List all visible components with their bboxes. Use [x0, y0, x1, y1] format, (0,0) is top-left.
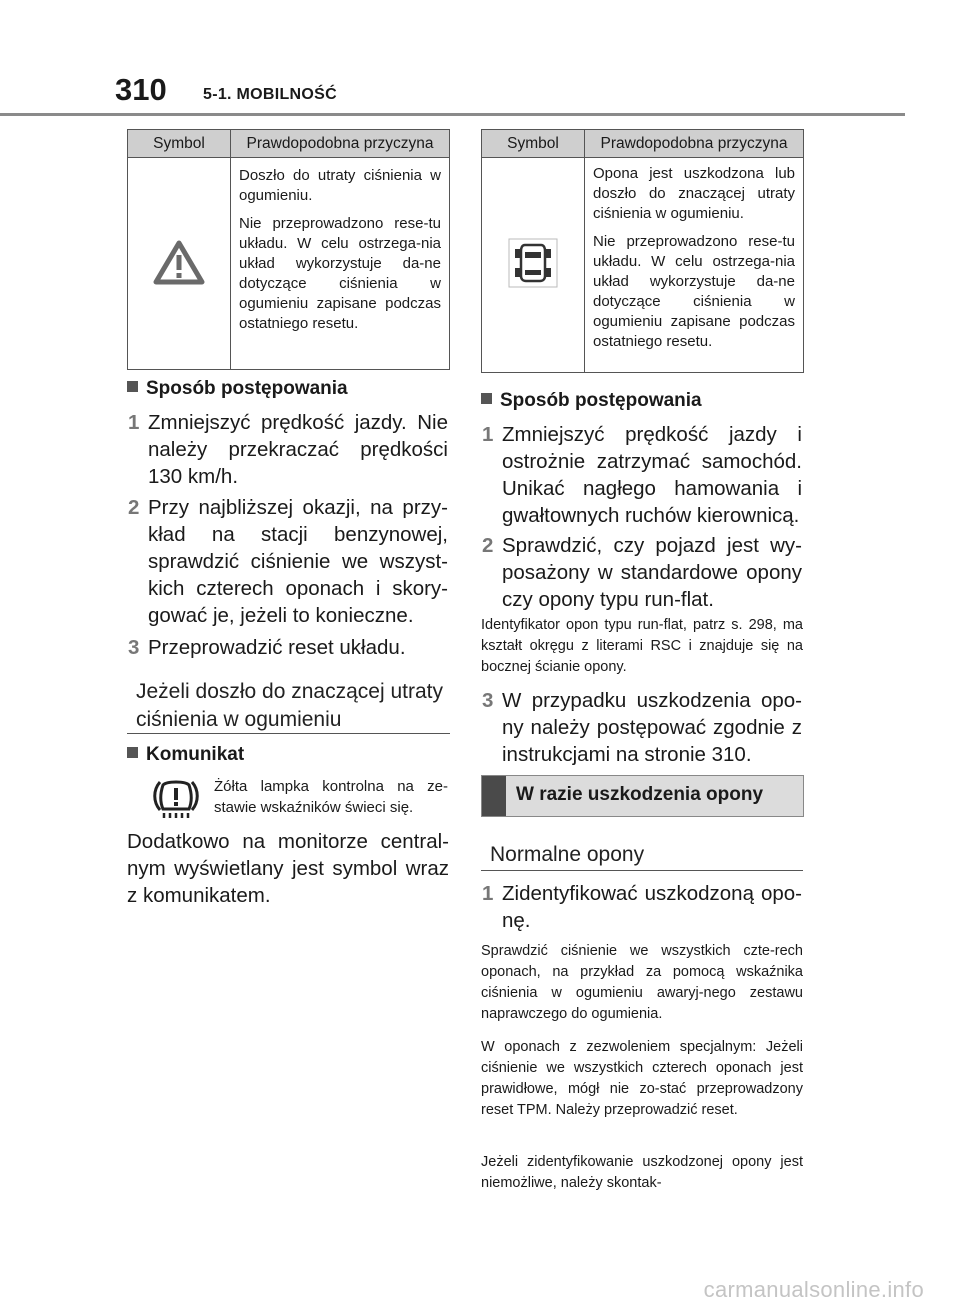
right-table-cause-cell: [585, 158, 804, 373]
left-table-cause-cell: [231, 158, 450, 370]
left-table-symbol-cell: [128, 158, 231, 370]
right-note-3: Jeżeli zidentyfikowanie uszkodzonej opony jest niemożliwe, należy skontak-: [481, 1154, 803, 1191]
right-symbol-table: [481, 129, 804, 373]
left-cause-paragraph-2: Nie przeprowadzono rese-tu układu. W celu ostrzega-nia układ wykorzystuje da-ne dotyczące ciśnienia w ogumieniu zapisane podczas ostatniego resetu.: [239, 215, 441, 332]
right-step-2: 2 Sprawdzić, czy pojazd jest wy-posażony w standardowe opony czy opony typu run-flat.: [482, 534, 802, 611]
left-table-header-cause: Prawdopodobna przyczyna: [231, 130, 450, 158]
right-subsection-title: Normalne opony: [490, 843, 645, 866]
right-cause-paragraph-2: Nie przeprowadzono rese-tu układu. W celu ostrzega-nia układ wykorzystuje da-ne dotyczące ciśnienia w ogumieniu zapisane podczas ostatniego resetu.: [593, 233, 795, 350]
right-step-b1: 1 Zidentyfikować uszkodzoną opo-nę.: [482, 882, 802, 932]
banner-bar: [482, 776, 506, 816]
right-cause-paragraph-1: Opona jest uszkodzona lub doszło do znaczącej utraty ciśnienia w ogumieniu.: [593, 165, 795, 222]
left-cause-paragraph-1: Doszło do utraty ciśnienia w ogumieniu.: [239, 167, 441, 204]
square-bullet-icon: [481, 393, 492, 404]
left-step-1: 1 Zmniejszyć prędkość jazdy. Nie należy przekraczać prędkości 130 km/h.: [128, 411, 448, 488]
right-procedure-heading: Sposób postępowania: [481, 390, 702, 412]
left-symbol-table: [127, 129, 450, 370]
right-step-2-note: Identyfikator opon typu run-flat, patrz s. 298, ma kształt okręgu z literami RSC i znajduje się na bocznej ścianie opony.: [481, 617, 803, 675]
warning-triangle-icon: [153, 239, 205, 285]
right-table-header-cause: Prawdopodobna przyczyna: [585, 130, 804, 158]
right-table-header-symbol: Symbol: [482, 130, 585, 158]
right-step-1: 1 Zmniejszyć prędkość jazdy i ostrożnie zatrzymać samochód. Unikać nagłego hamowania i gwałtownych ruchów kierownicą.: [482, 423, 802, 527]
banner-title: W razie uszkodzenia opony: [516, 784, 764, 805]
left-step-2: 2 Przy najbliższej okazji, na przy-kład na stacji benzynowej, sprawdzić ciśnienie we wszyst-kich czterech oponach i skory-gować je, jeżeli to konieczne.: [128, 496, 448, 627]
right-subsection-rule: [481, 870, 803, 871]
page-number: 310: [115, 72, 167, 107]
right-step-3: 3 W przypadku uszkodzenia opo-ny należy postępować zgodnie z instrukcjami na stronie 310.: [482, 689, 802, 766]
left-paragraph: Dodatkowo na monitorze central-nym wyświetlany jest symbol wraz z komunikatem.: [127, 830, 449, 907]
left-step-3: 3 Przeprowadzić reset układu.: [128, 636, 406, 659]
chapter-title: 5-1. MOBILNOŚĆ: [203, 86, 337, 103]
tpms-warning-lamp-icon: [150, 776, 202, 820]
square-bullet-icon: [127, 381, 138, 392]
section-banner: [481, 775, 804, 817]
left-table-header-symbol: Symbol: [128, 130, 231, 158]
left-procedure-heading: Sposób postępowania: [127, 378, 348, 400]
right-note-1: Sprawdzić ciśnienie we wszystkich czte-rech oponach, na przykład za pomocą wskaźnika ciśnienia w ogumieniu awaryj-nego zestawu naprawczego do ogumienia.: [481, 943, 803, 1022]
right-note-2: W oponach z zezwoleniem specjalnym: Jeżeli ciśnienie we wszystkich czterech oponach jest prawidłowe, mógł nie zo-stać przeprowadzony reset TPM. Należy przeprowadzić reset.: [481, 1039, 803, 1118]
right-table-symbol-cell: [482, 158, 585, 373]
left-subsection-rule: [127, 733, 450, 734]
watermark: carmanualsonline.info: [703, 1277, 924, 1302]
header-rule: [0, 113, 905, 116]
car-tire-status-icon: [508, 238, 558, 288]
left-subsection-title: Jeżeli doszło do znaczącej utraty ciśnienia w ogumieniu: [136, 680, 443, 731]
left-message-text: Żółta lampka kontrolna na ze-stawie wskaźników świeci się.: [214, 778, 448, 816]
square-bullet-icon: [127, 747, 138, 758]
left-message-heading: Komunikat: [127, 744, 244, 766]
